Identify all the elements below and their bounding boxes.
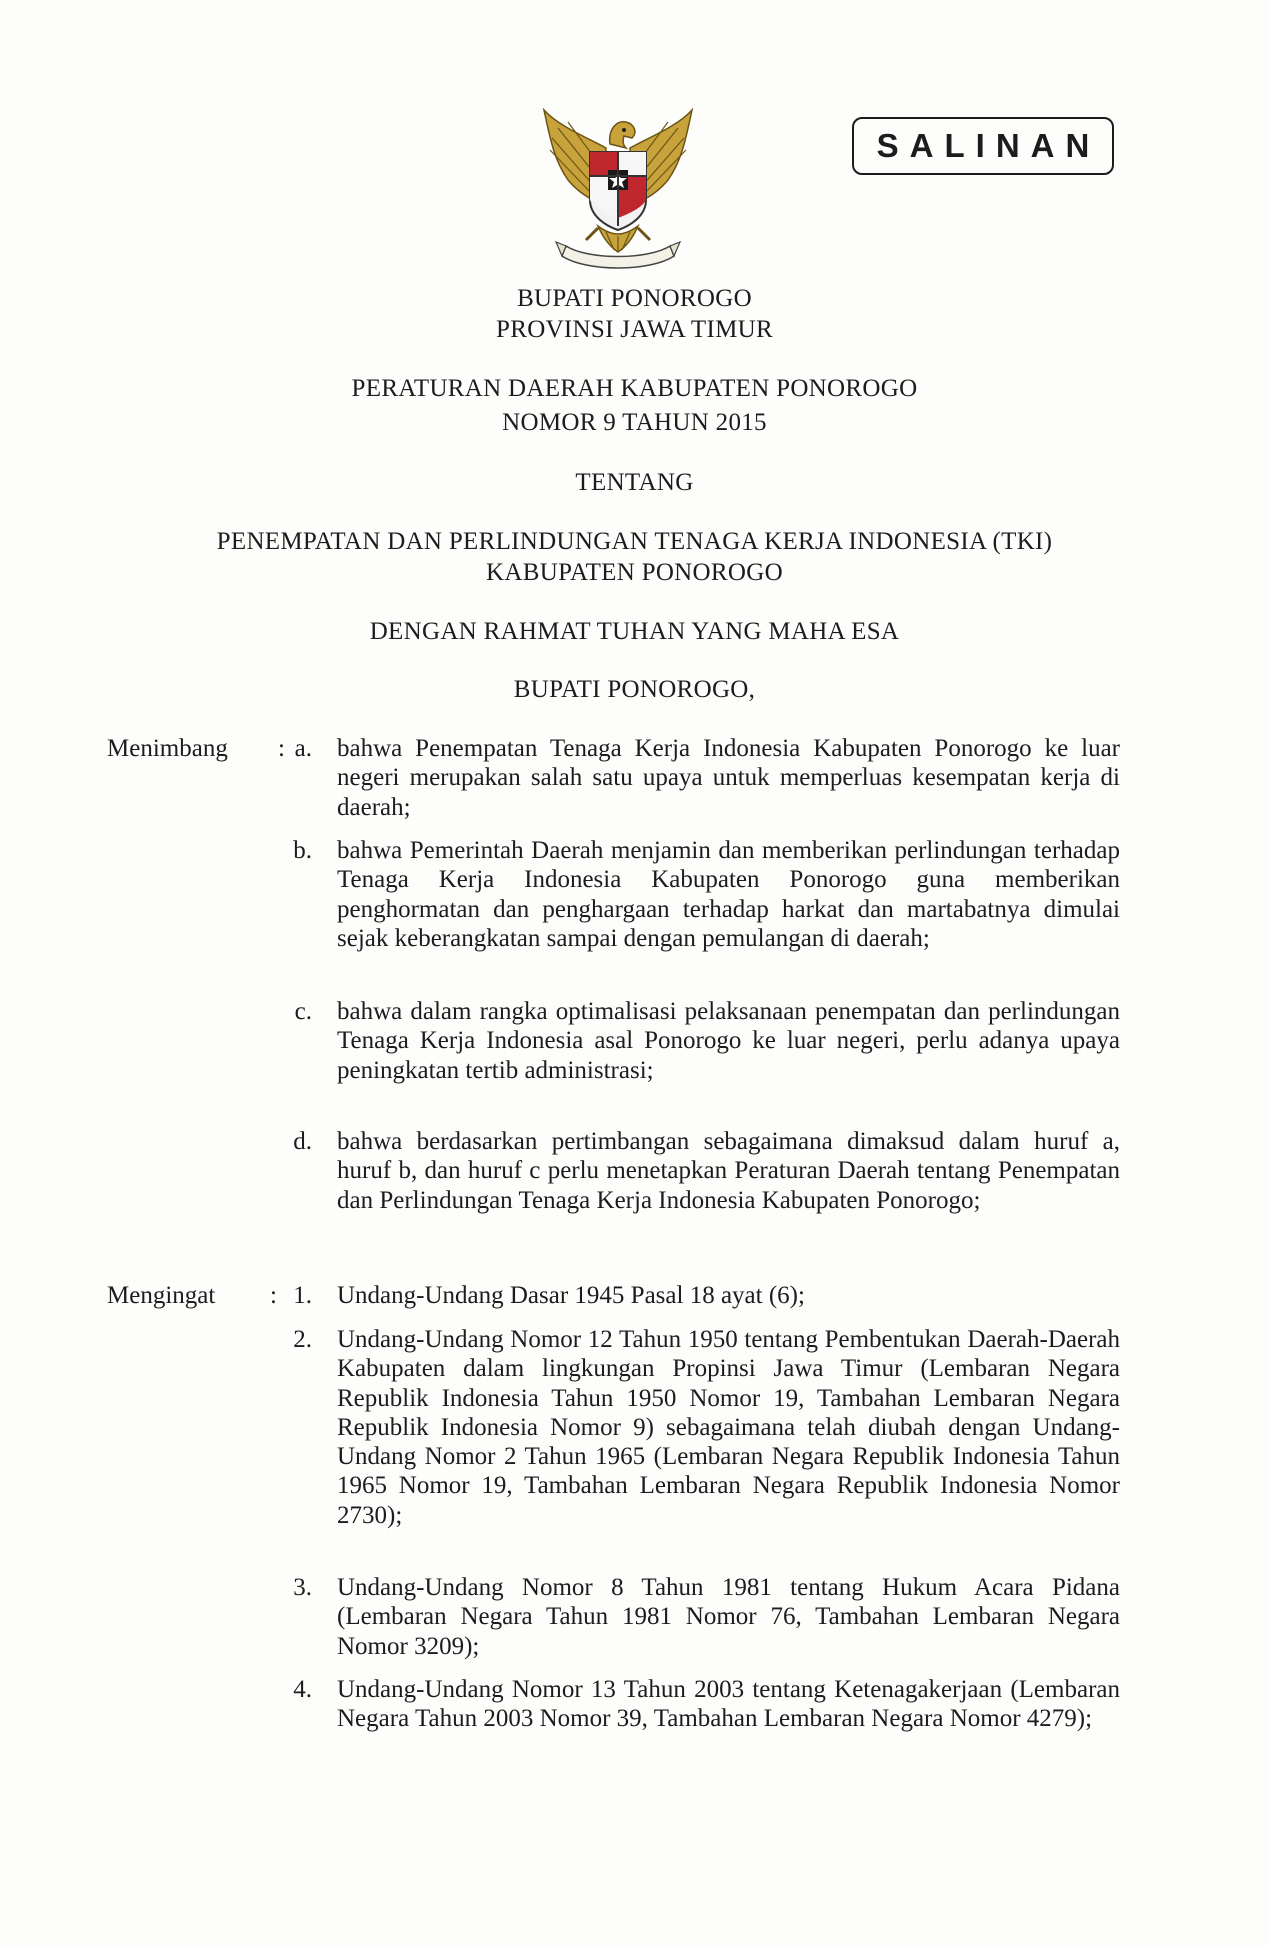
subject-line-2: KABUPATEN PONOROGO bbox=[486, 559, 783, 586]
menimbang-marker-a: a. bbox=[294, 735, 312, 762]
mengingat-colon: : bbox=[270, 1282, 277, 1309]
menimbang-item-a: bahwa Penempatan Tenaga Kerja Indonesia Kabupaten Ponorogo ke luar negeri merupakan salah satu upaya untuk memperluas kesempatan kerja di daerah; bbox=[337, 735, 1120, 821]
menimbang-marker-d: d. bbox=[293, 1128, 312, 1155]
mengingat-item-2: Undang-Undang Nomor 12 Tahun 1950 tentang Pembentukan Daerah-Daerah Kabupaten dalam lingkungan Propinsi Jawa Timur (Lembaran Negara Republik Indonesia Tahun 1950 Nomor 19, Tambahan Lembaran Negara Republik Indonesia Nomor 9) sebagaimana telah diubah dengan Undang-Undang Nomor 2 Tahun 1965 (Lembaran Negara Republik Indonesia Tahun 1965 Nomor 19, Tambahan Lembaran Negara Republik Indonesia Nomor 2730); bbox=[337, 1326, 1120, 1529]
menimbang-marker-b: b. bbox=[293, 837, 312, 864]
regulation-title: PERATURAN DAERAH KABUPATEN PONOROGO bbox=[351, 375, 918, 402]
menimbang-marker-c: c. bbox=[294, 998, 312, 1025]
mengingat-label: Mengingat bbox=[107, 1282, 216, 1309]
mengingat-marker-2: 2. bbox=[293, 1326, 312, 1353]
regulation-number: NOMOR 9 TAHUN 2015 bbox=[502, 409, 767, 436]
mengingat-marker-4: 4. bbox=[293, 1676, 312, 1703]
blessing-line: DENGAN RAHMAT TUHAN YANG MAHA ESA bbox=[369, 618, 900, 645]
regent-title: BUPATI PONOROGO bbox=[517, 285, 752, 312]
mengingat-item-1: Undang-Undang Dasar 1945 Pasal 18 ayat (6); bbox=[337, 1282, 805, 1309]
menimbang-item-c: bahwa dalam rangka optimalisasi pelaksanaan penempatan dan perlindungan Tenaga Kerja Indonesia asal Ponorogo ke luar negeri, perlu adanya upaya peningkatan tertib administrasi; bbox=[337, 998, 1120, 1084]
menimbang-label: Menimbang bbox=[107, 735, 228, 762]
mengingat-item-3: Undang-Undang Nomor 8 Tahun 1981 tentang Hukum Acara Pidana (Lembaran Negara Tahun 1981 Nomor 76, Tambahan Lembaran Negara Nomor 3209); bbox=[337, 1574, 1120, 1660]
mengingat-marker-1: 1. bbox=[293, 1282, 312, 1309]
province-title: PROVINSI JAWA TIMUR bbox=[496, 316, 773, 343]
subject-line-1: PENEMPATAN DAN PERLINDUNGAN TENAGA KERJA INDONESIA (TKI) bbox=[216, 528, 1053, 555]
about-heading: TENTANG bbox=[575, 469, 694, 496]
salinan-stamp: SALINAN bbox=[852, 117, 1114, 175]
menimbang-item-b: bahwa Pemerintah Daerah menjamin dan memberikan perlindungan terhadap Tenaga Kerja Indonesia Kabupaten Ponorogo guna memberikan penghormatan dan penghargaan terhadap harkat dan martabatnya dimulai sejak keberangkatan sampai dengan pemulangan di daerah; bbox=[337, 837, 1120, 952]
garuda-pancasila-emblem-icon bbox=[528, 108, 708, 278]
menimbang-colon: : bbox=[278, 735, 285, 762]
issuer-line: BUPATI PONOROGO, bbox=[513, 676, 756, 703]
menimbang-item-d: bahwa berdasarkan pertimbangan sebagaimana dimaksud dalam huruf a, huruf b, dan huruf c perlu menetapkan Peraturan Daerah tentang Penempatan dan Perlindungan Tenaga Kerja Indonesia Kabupaten Ponorogo; bbox=[337, 1128, 1120, 1214]
mengingat-item-4: Undang-Undang Nomor 13 Tahun 2003 tentang Ketenagakerjaan (Lembaran Negara Tahun 2003 Nomor 39, Tambahan Lembaran Negara Nomor 4279); bbox=[337, 1676, 1120, 1733]
mengingat-marker-3: 3. bbox=[293, 1574, 312, 1601]
